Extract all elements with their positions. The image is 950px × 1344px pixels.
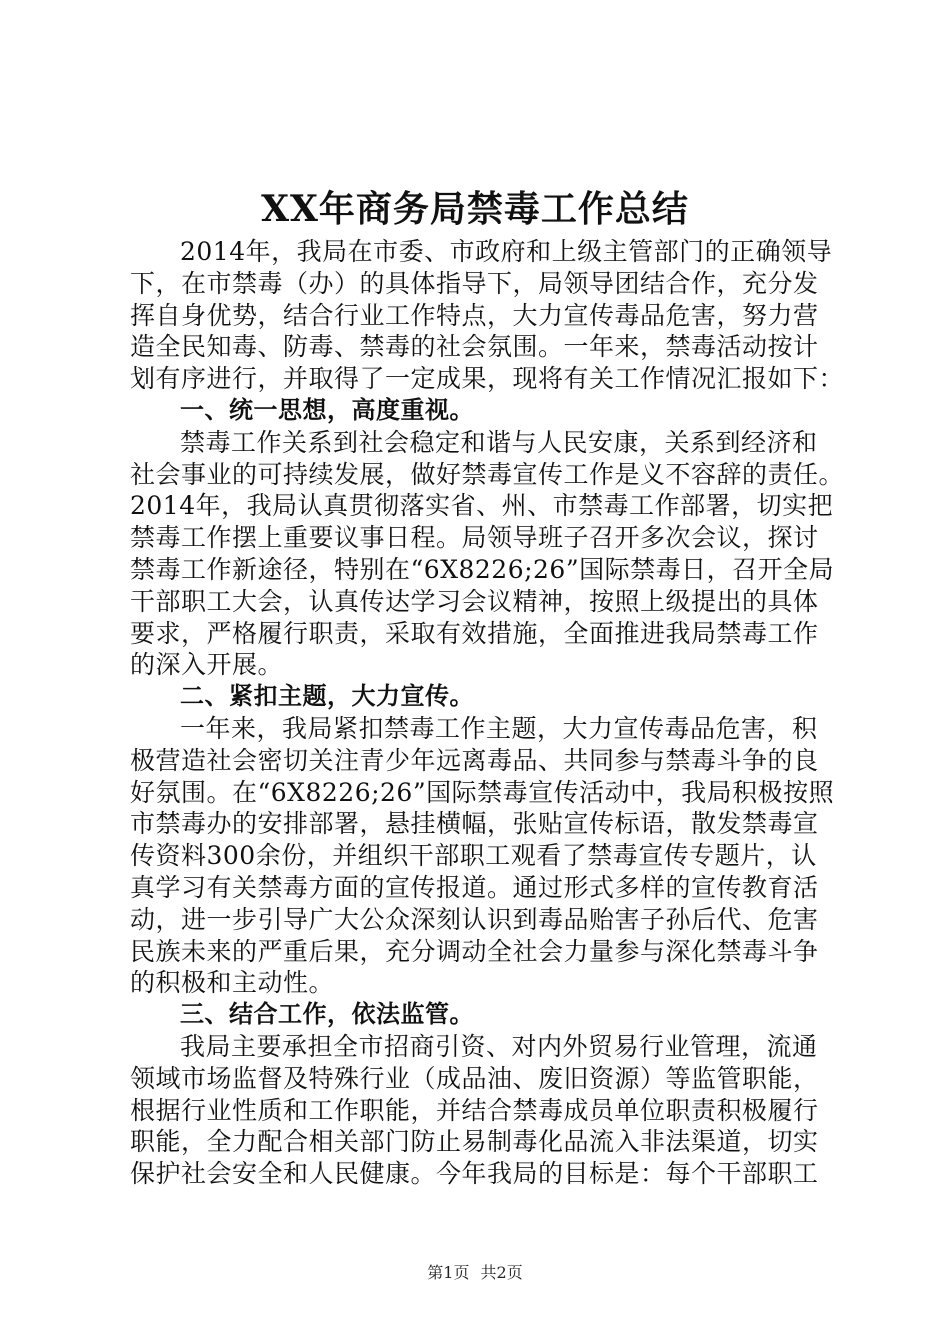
- page-footer: [0, 1262, 950, 1284]
- paragraph-line: 传资料300余份，并组织干部职工观看了禁毒宣传专题片，认: [130, 841, 817, 871]
- paragraph-line: 的深入开展。: [130, 650, 284, 680]
- paragraph-line: 极营造社会密切关注青少年远离毒品、共同参与禁毒斗争的良: [130, 745, 819, 775]
- section-heading: 二、紧扣主题，大力宣传。: [180, 682, 474, 711]
- section-heading: 一、统一思想，高度重视。: [180, 395, 474, 424]
- paragraph-line: 干部职工大会，认真传达学习会议精神，按照上级提出的具体: [130, 586, 819, 616]
- paragraph-line: 真学习有关禁毒方面的宣传报道。通过形式多样的宣传教育活: [130, 872, 819, 902]
- paragraph-line: 禁毒工作新途径，特别在“6X8226;26”国际禁毒日，召开全局: [130, 554, 835, 584]
- paragraph-line: 下，在市禁毒（办）的具体指导下，局领导团结合作，充分发: [130, 268, 819, 298]
- paragraph-line: 禁毒工作摆上重要议事日程。局领导班子召开多次会议，探讨: [130, 523, 819, 553]
- paragraph-line: 的积极和主动性。: [130, 968, 335, 998]
- paragraph-line: 职能，全力配合相关部门防止易制毒化品流入非法渠道，切实: [130, 1127, 819, 1157]
- section-heading: 三、结合工作，依法监管。: [180, 1000, 474, 1029]
- paragraph-line: 市禁毒办的安排部署，悬挂横幅，张贴宣传标语，散发禁毒宣: [130, 809, 819, 839]
- paragraph-line: 2014年，我局在市委、市政府和上级主管部门的正确领导: [180, 237, 833, 266]
- paragraph-line: 好氛围。在“6X8226;26”国际禁毒宣传活动中，我局积极按照: [130, 777, 835, 807]
- paragraph-line: 我局主要承担全市招商引资、对内外贸易行业管理，流通: [180, 1031, 818, 1061]
- paragraph-line: 造全民知毒、防毒、禁毒的社会氛围。一年来，禁毒活动按计: [130, 332, 819, 362]
- paragraph-line: 领域市场监督及特殊行业（成品油、废旧资源）等监管职能，: [130, 1063, 819, 1093]
- page-number: 第1页: [427, 1263, 470, 1282]
- paragraph-line: 挥自身优势，结合行业工作特点，大力宣传毒品危害，努力营: [130, 300, 819, 330]
- paragraph-line: 禁毒工作关系到社会稳定和谐与人民安康，关系到经济和: [180, 427, 818, 457]
- paragraph-line: 要求，严格履行职责，采取有效措施，全面推进我局禁毒工作: [130, 618, 819, 648]
- paragraph-line: 保护社会安全和人民健康。今年我局的目标是：每个干部职工: [130, 1159, 819, 1189]
- paragraph-line: 社会事业的可持续发展，做好禁毒宣传工作是义不容辞的责任。: [130, 459, 845, 489]
- paragraph-line: 划有序进行，并取得了一定成果，现将有关工作情况汇报如下：: [130, 364, 845, 394]
- document-title: XX年商务局禁毒工作总结: [261, 188, 689, 230]
- paragraph-line: 动，进一步引导广大公众深刻认识到毒品贻害子孙后代、危害: [130, 904, 819, 934]
- page-total: 共2页: [480, 1263, 523, 1282]
- paragraph-line: 一年来，我局紧扣禁毒工作主题，大力宣传毒品危害，积: [180, 713, 818, 743]
- paragraph-line: 民族未来的严重后果，充分调动全社会力量参与深化禁毒斗争: [130, 936, 819, 966]
- paragraph-line: 根据行业性质和工作职能，并结合禁毒成员单位职责积极履行: [130, 1095, 819, 1125]
- paragraph-line: 2014年，我局认真贯彻落实省、州、市禁毒工作部署，切实把: [130, 491, 834, 521]
- document-body: [130, 236, 845, 1190]
